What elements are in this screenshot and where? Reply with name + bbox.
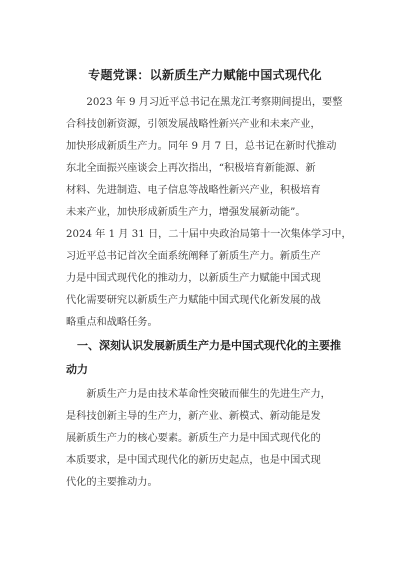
document-title: 专题党课：以新质生产力赋能中国式现代化: [88, 68, 322, 82]
heading-line: 动力: [66, 363, 88, 376]
paragraph-line: 材料、先进制造、电子信息等战略性新兴产业，积极培育: [66, 185, 321, 196]
section-heading: [66, 334, 358, 382]
heading-line: 一、深刻认识发展新质生产力是中国式现代化的主要推: [66, 339, 341, 352]
intro-paragraph: [66, 92, 356, 334]
paragraph-line: 东北全面振兴座谈会上再次指出，“积极培育新能源、新: [66, 163, 316, 174]
paragraph-line: 代化的主要推动力。: [66, 477, 158, 488]
paragraph-line: 代化需要研究以新质生产力赋能中国式现代化新发展的战: [66, 295, 321, 306]
paragraph-line: 加快形成新质生产力。同年 9 月 7 日，总书记在新时代推动: [66, 141, 337, 152]
paragraph-line: 2024 年 1 月 31 日，二十届中央政治局第十一次集体学习中，: [66, 229, 352, 240]
paragraph-line: 未来产业，加快形成新质生产力，增强发展新动能”。: [66, 207, 306, 218]
paragraph-line: 略重点和战略任务。: [66, 317, 158, 328]
paragraph-line: 是科技创新主导的生产力，新产业、新模式、新动能是发: [66, 411, 321, 422]
paragraph-line: 本质要求，是中国式现代化的新历史起点，也是中国式现: [66, 455, 321, 466]
paragraph-line: 展新质生产力的核心要素。新质生产力是中国式现代化的: [66, 433, 321, 444]
section-paragraph: [66, 384, 356, 494]
paragraph-line: 新质生产力是由技术革命性突破而催生的先进生产力，: [66, 389, 331, 400]
paragraph-line: 习近平总书记首次全面系统阐释了新质生产力。新质生产: [66, 251, 321, 262]
paragraph-line: 2023 年 9 月习近平总书记在黑龙江考察期间提出，要整: [66, 97, 343, 108]
paragraph-line: 力是中国式现代化的推动力，以新质生产力赋能中国式现: [66, 273, 321, 284]
paragraph-line: 合科技创新资源，引领发展战略性新兴产业和未来产业，: [66, 119, 321, 130]
